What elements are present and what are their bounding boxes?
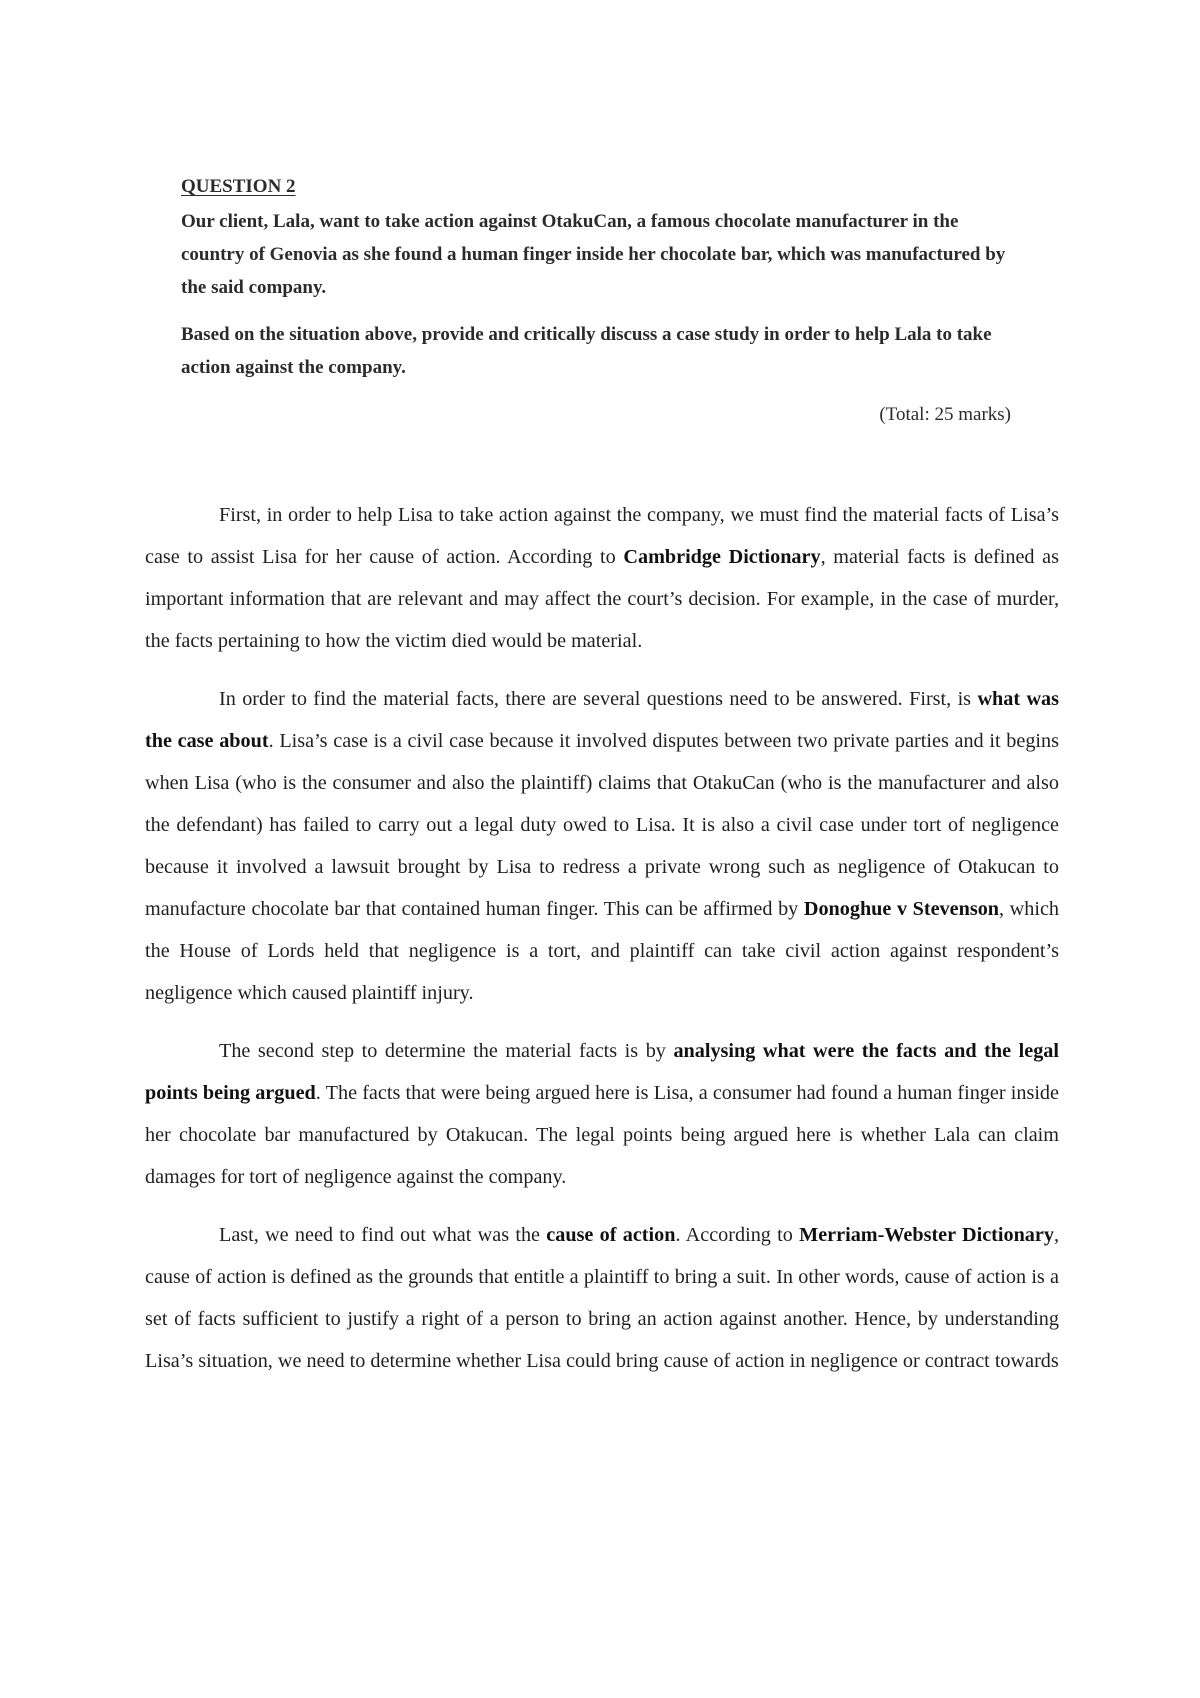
case-citation: Donoghue v Stevenson (803, 898, 1000, 920)
question-title: QUESTION 2 (181, 176, 296, 197)
paragraph-text: First, in order to help Lisa to take action against the company, we must find the material facts of Lisa’s case to assist Lisa for her cause of action. According to (145, 504, 1059, 568)
paragraph-text: In order to find the material facts, there are several questions need to be answered. First, is (219, 688, 978, 710)
essay-paragraph-2 (145, 678, 1059, 1014)
paragraph-text: Last, we need to find out what was the (219, 1224, 547, 1246)
question-total-marks: (Total: 25 marks) (879, 404, 1011, 425)
essay-paragraph-1 (145, 494, 1059, 662)
paragraph-text: . Lisa’s case is a civil case because it involved disputes between two private parties and it begins when Lisa (who is the consumer and also the plaintiff) claims that OtakuCan (who is the manufacturer and also the defendant) has failed to carry out a legal duty owed to Lisa. It is also a civil case under tort of negligence because it involved a lawsuit brought by Lisa to redress a private wrong such as negligence of Otakucan to manufacture chocolate bar that contained human finger. This can be affirmed by (145, 730, 1059, 920)
essay-body (145, 494, 1059, 1398)
question-block (181, 170, 1011, 431)
paragraph-text: , material facts is defined as important information that are relevant and may affect the court’s decision. For example, in the case of murder, the facts pertaining to how the victim died would be material. (145, 546, 1060, 652)
dictionary-reference: Merriam-Webster Dictionary (799, 1224, 1054, 1246)
bold-term: what was the case about (145, 688, 1060, 752)
paragraph-text: . The facts that were being argued here is Lisa, a consumer had found a human finger inside her chocolate bar manufactured by Otakucan. The legal points being argued here is whether Lala can claim damages for tort of negligence against the company. (145, 1082, 1059, 1188)
question-scenario: Our client, Lala, want to take action against OtakuCan, a famous chocolate manufacturer in the country of Genovia as she found a human finger inside her chocolate bar, which was manufactured by the said company. (181, 211, 1006, 298)
paragraph-text: The second step to determine the material facts is by (219, 1040, 674, 1062)
paragraph-text: , which the House of Lords held that negligence is a tort, and plaintiff can take civil action against respondent’s negligence which caused plaintiff injury. (145, 898, 1059, 1004)
essay-paragraph-3 (145, 1030, 1059, 1198)
question-task: Based on the situation above, provide and critically discuss a case study in order to help Lala to take action against the company. (181, 324, 992, 378)
bold-term: analysing what were the facts and the legal points being argued (145, 1040, 1059, 1104)
paragraph-text: . According to (675, 1224, 800, 1246)
bold-term: cause of action (546, 1224, 676, 1246)
paragraph-text: , cause of action is defined as the grounds that entitle a plaintiff to bring a suit. In other words, cause of action is a set of facts sufficient to justify a right of a person to bring an action against another. Hence, by understanding Lisa’s situation, we need to determine whether Lisa could bring cause of action in negligence or contract towards (145, 1224, 1059, 1372)
essay-paragraph-4 (145, 1214, 1059, 1382)
bold-term: Cambridge Dictionary (623, 546, 821, 568)
